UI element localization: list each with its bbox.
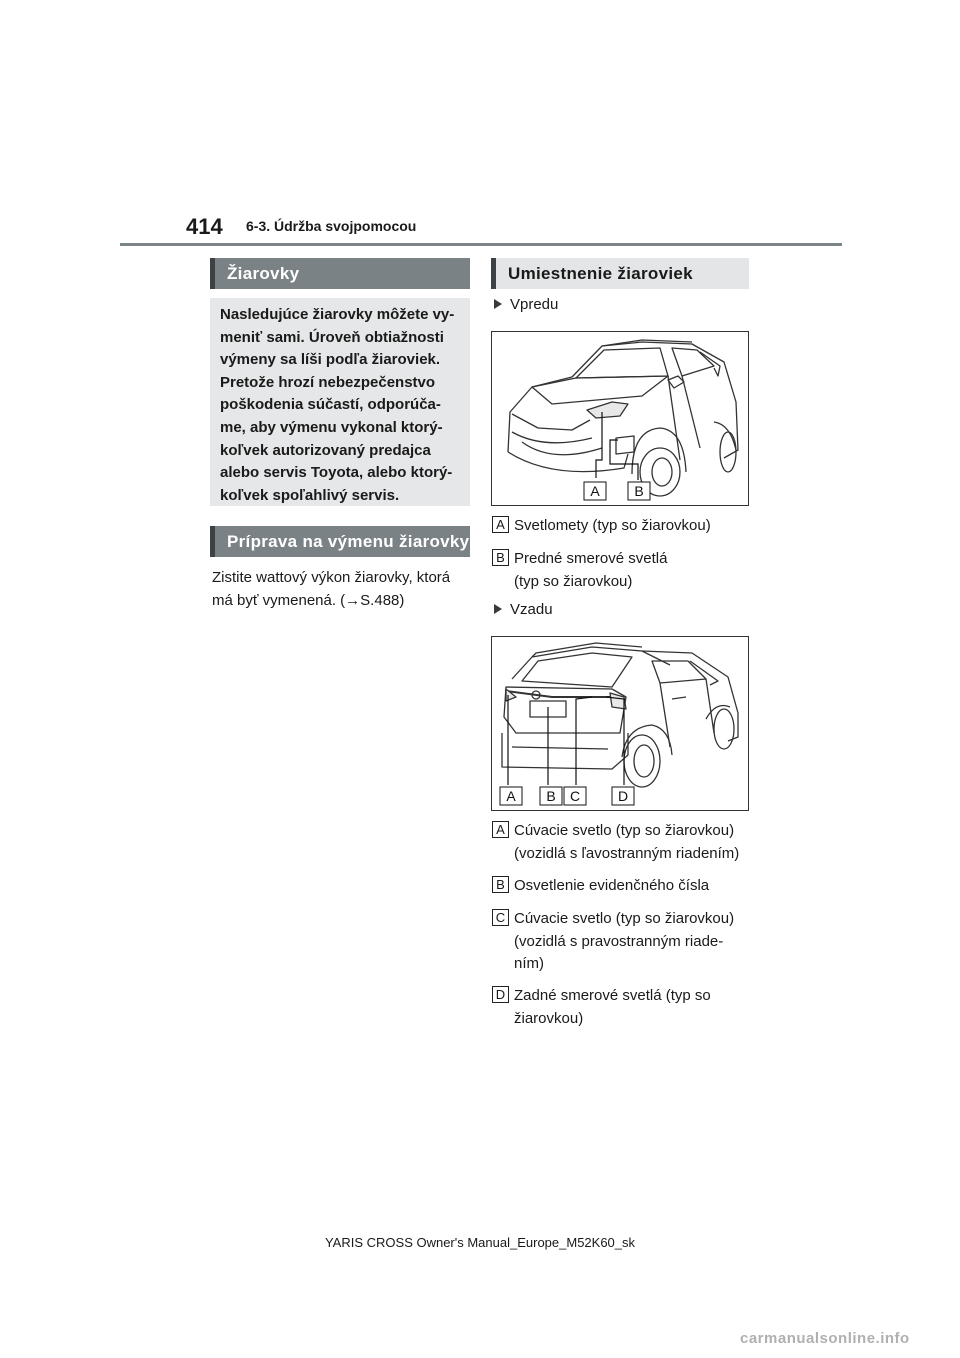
heading-preparation: Príprava na výmenu žiarovky [210,526,470,557]
legend-line: Zadné smerové svetlá (typ so [514,987,711,1004]
legend-line: (typ so žiarovkou) [514,572,633,590]
triangle-bullet-icon [494,299,502,309]
body-line-link[interactable]: má byť vymenená. (→S.488) [212,591,405,609]
site-watermark: carmanualsonline.info [740,1330,910,1347]
rear-callout-c: C [569,788,581,804]
legend-letter-box: D [492,986,509,1003]
legend-line: ním) [514,955,544,973]
legend-text [514,548,667,593]
legend-letter-box: C [492,909,509,926]
rear-callout-d: D [617,788,629,804]
heading-bulb-locations: Umiestnenie žiaroviek [491,258,749,289]
legend-line: (vozidlá s pravostranným riade- [514,932,724,950]
legend-line: Cúvacie svetlo (typ so žiarovkou) [514,822,735,839]
body-line: Zistite wattový výkon žiarovky, ktorá [212,569,451,586]
header-divider [120,243,842,246]
legend-letter-box: A [492,821,509,838]
legend-text [514,908,734,976]
legend-line: žiarovkou) [514,1009,584,1027]
page-number: 414 [186,214,223,239]
legend-text [514,820,739,865]
legend-text [514,985,711,1030]
triangle-bullet-icon [494,604,502,614]
rear-car-figure [491,636,749,811]
rear-callout-b: B [546,788,556,804]
legend-letter-box: B [492,549,509,566]
note-line: meniť sami. Úroveň obtiažnosti [220,328,444,346]
front-car-illustration [492,332,748,505]
body-paragraph [212,567,450,612]
note-line: výmeny sa líši podľa žiaroviek. [220,351,441,369]
legend-line: Cúvacie svetlo (typ so žiarovkou) [514,910,735,927]
front-bullet [494,296,558,313]
note-line: koľvek spoľahlivý servis. [220,486,400,504]
legend-line: Osvetlenie evidenčného čísla [514,877,710,894]
section-title: 6-3. Údržba svojpomocou [246,218,417,234]
note-line: me, aby výmenu vykonal ktorý- [220,418,443,436]
front-label: Vpredu [510,296,559,313]
rear-callout-a: A [506,788,516,804]
legend-line: Svetlomety (typ so žiarovkou) [514,517,711,534]
front-callout-a: A [590,483,600,499]
rear-car-illustration [492,637,748,810]
heading-bulbs: Žiarovky [210,258,470,289]
legend-letter-box: A [492,516,509,533]
legend-text [514,875,709,898]
legend-line: (vozidlá s ľavostranným riadením) [514,844,740,862]
note-line: Nasledujúce žiarovky môžete vy- [220,306,455,323]
note-line: alebo servis Toyota, alebo ktorý- [220,464,453,482]
manual-footer: YARIS CROSS Owner's Manual_Europe_M52K60_sk [324,1235,636,1250]
front-callout-b: B [634,483,644,499]
legend-letter-box: B [492,876,509,893]
note-line: Pretože hrozí nebezpečenstvo [220,373,436,391]
rear-label: Vzadu [510,601,553,618]
note-line: poškodenia súčastí, odporúča- [220,396,441,414]
front-car-figure [491,331,749,506]
legend-line: Predné smerové svetlá [514,550,668,567]
note-line: koľvek autorizovaný predajca [220,441,431,459]
info-note-box [210,298,470,506]
rear-bullet [494,601,553,618]
legend-text [514,515,711,538]
